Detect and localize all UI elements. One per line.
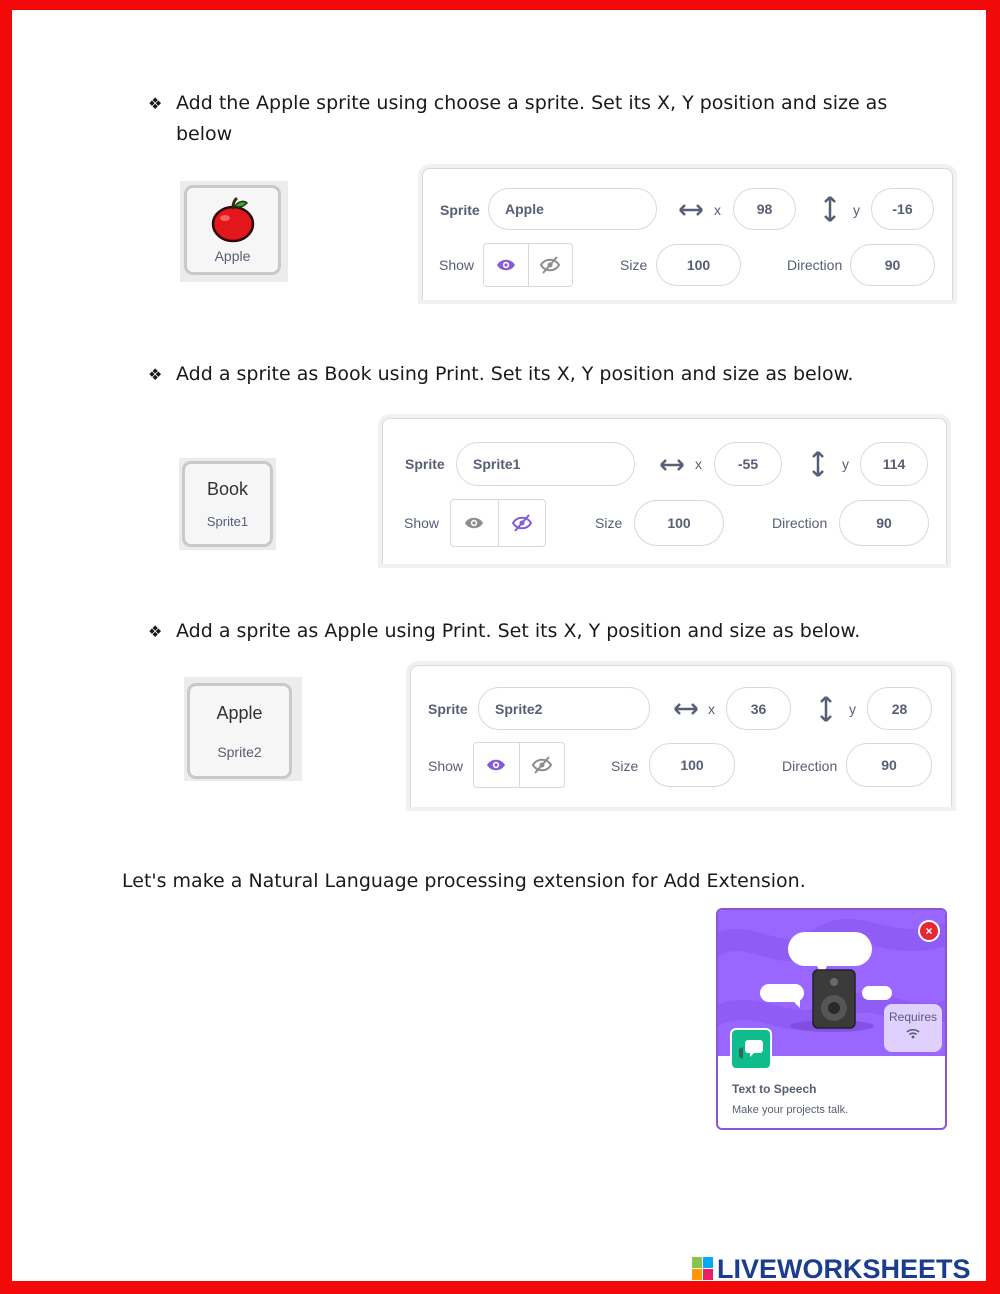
y-position-input[interactable]: -16 (871, 188, 934, 230)
wifi-icon (905, 1027, 921, 1039)
x-label: x (714, 202, 721, 218)
extension-description: Make your projects talk. (732, 1104, 849, 1116)
extension-intro-text: Let's make a Natural Language processing extension for Add Extension. (122, 870, 806, 892)
show-label: Show (428, 758, 464, 774)
horizontal-arrow-icon (660, 458, 684, 472)
y-position-input[interactable]: 28 (867, 687, 932, 730)
eye-slash-icon (532, 756, 552, 774)
y-position-input[interactable]: 114 (860, 442, 928, 486)
sprite-name-input[interactable]: Apple (488, 188, 657, 230)
size-input[interactable]: 100 (656, 244, 741, 286)
size-label: Size (595, 515, 623, 531)
requires-label: Requires (888, 1010, 938, 1024)
x-label: x (695, 456, 702, 472)
sprite-info-panel (382, 418, 947, 564)
instruction-line: Add the Apple sprite using choose a sprite. Set its X, Y position and size as (176, 92, 888, 114)
show-hidden-button[interactable] (498, 500, 546, 546)
vertical-arrow-icon (819, 696, 833, 722)
vertical-arrow-icon (811, 451, 825, 477)
y-label: y (853, 202, 860, 218)
sprite-name-input[interactable]: Sprite1 (456, 442, 635, 486)
size-label: Size (620, 257, 648, 273)
sprite-tile-text: Book (206, 479, 249, 499)
eye-slash-icon (512, 514, 532, 532)
horizontal-arrow-icon (674, 702, 698, 716)
direction-input[interactable]: 90 (850, 244, 935, 286)
instruction-line: Add a sprite as Apple using Print. Set its X, Y position and size as below. (176, 620, 861, 642)
show-toggle (450, 499, 546, 547)
show-visible-button[interactable] (474, 743, 519, 787)
vertical-arrow-icon (823, 196, 837, 222)
sprite-tile-apple[interactable] (184, 185, 281, 275)
show-label: Show (439, 257, 475, 273)
show-hidden-button[interactable] (519, 743, 565, 787)
requires-badge (884, 1004, 942, 1052)
instruction-apple-sprite (148, 88, 908, 149)
direction-label: Direction (782, 758, 838, 774)
sprite-name-input[interactable]: Sprite2 (478, 687, 650, 730)
size-input[interactable]: 100 (634, 500, 724, 546)
direction-input[interactable]: 90 (839, 500, 929, 546)
sprite-tile-label: Sprite1 (206, 514, 249, 529)
instruction-book-sprite (148, 359, 908, 390)
extension-title: Text to Speech (732, 1082, 817, 1096)
show-visible-button[interactable] (484, 244, 528, 286)
x-position-input[interactable]: 98 (733, 188, 796, 230)
bullet-icon: ❖ (148, 94, 163, 113)
show-visible-button[interactable] (451, 500, 498, 546)
sprite-tile-book[interactable] (182, 461, 273, 547)
sprite-label: Sprite (428, 701, 468, 717)
eye-icon (486, 758, 506, 772)
direction-label: Direction (772, 515, 828, 531)
sprite-tile-label: Apple (214, 248, 251, 264)
speech-bubble-icon (730, 1028, 772, 1070)
show-label: Show (404, 515, 440, 531)
apple-icon (209, 196, 257, 244)
sprite-info-panel (422, 168, 953, 300)
sprite-label: Sprite (405, 456, 445, 472)
instruction-line: below (176, 123, 233, 145)
logo-text: LIVEWORKSHEETS (717, 1253, 971, 1284)
x-position-input[interactable]: 36 (726, 687, 791, 730)
sprite-label: Sprite (440, 202, 480, 218)
x-label: x (708, 701, 715, 717)
size-label: Size (611, 758, 639, 774)
bullet-icon: ❖ (148, 365, 163, 384)
horizontal-arrow-icon (679, 203, 703, 217)
sprite-tile-apple-print[interactable] (187, 683, 292, 779)
show-toggle (483, 243, 573, 287)
sprite-info-panel (410, 665, 952, 807)
liveworksheets-logo (692, 1254, 971, 1284)
size-input[interactable]: 100 (649, 743, 735, 787)
show-hidden-button[interactable] (528, 244, 573, 286)
instruction-line: Add a sprite as Book using Print. Set its X, Y position and size as below. (176, 363, 854, 385)
y-label: y (849, 701, 856, 717)
eye-slash-icon (540, 256, 560, 274)
extension-card-text-to-speech[interactable] (716, 908, 947, 1130)
x-position-input[interactable]: -55 (714, 442, 782, 486)
eye-icon (464, 516, 484, 530)
eye-icon (496, 258, 516, 272)
y-label: y (842, 456, 849, 472)
close-icon[interactable]: × (918, 920, 940, 942)
show-toggle (473, 742, 565, 788)
direction-label: Direction (787, 257, 843, 273)
sprite-tile-label: Sprite2 (217, 743, 262, 760)
logo-mark-icon (692, 1257, 714, 1281)
sprite-tile-text: Apple (216, 702, 263, 723)
instruction-apple-print-sprite (148, 616, 908, 647)
direction-input[interactable]: 90 (846, 743, 932, 787)
bullet-icon: ❖ (148, 622, 163, 641)
